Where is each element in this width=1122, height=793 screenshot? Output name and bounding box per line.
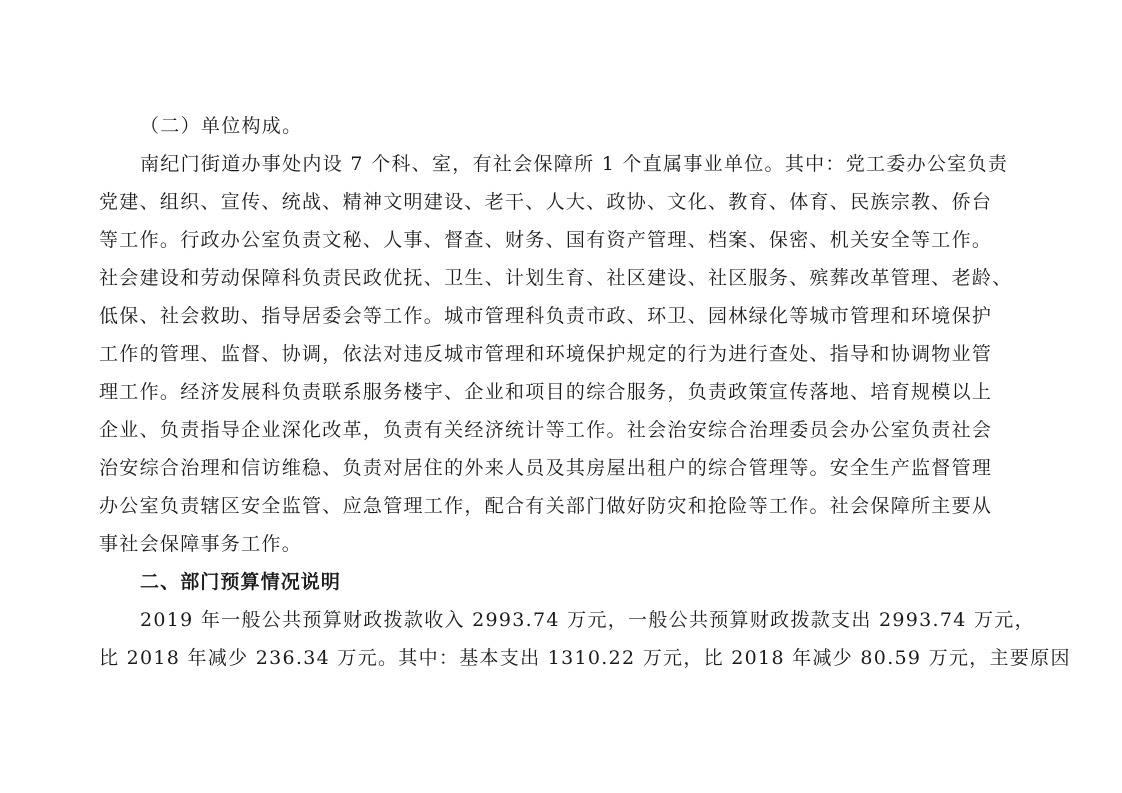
paragraph-line: 理工作。经济发展科负责联系服务楼宇、企业和项目的综合服务，负责政策宣传落地、培育规模以上 bbox=[99, 381, 993, 403]
section-subheading: （二）单位构成。 bbox=[140, 115, 303, 137]
paragraph-line: 党建、组织、宣传、统战、精神文明建设、老干、人大、政协、文化、教育、体育、民族宗教、侨台 bbox=[99, 191, 993, 213]
paragraph-line: 办公室负责辖区安全监管、应急管理工作，配合有关部门做好防灾和抢险等工作。社会保障所主要从 bbox=[99, 495, 993, 517]
paragraph-line: 低保、社会救助、指导居委会等工作。城市管理科负责市政、环卫、园林绿化等城市管理和环境保护 bbox=[99, 305, 993, 327]
paragraph-line: 工作的管理、监督、协调，依法对违反城市管理和环境保护规定的行为进行查处、指导和协调物业管 bbox=[99, 343, 993, 365]
paragraph-line: 2019 年一般公共预算财政拨款收入 2993.74 万元，一般公共预算财政拨款支出 2993.74 万元， bbox=[140, 609, 1035, 631]
section-heading: 二、部门预算情况说明 bbox=[140, 571, 342, 593]
paragraph-line: 比 2018 年减少 236.34 万元。其中：基本支出 1310.22 万元，比 2018 年减少 80.59 万元，主要原因 bbox=[99, 647, 1071, 669]
paragraph-line: 企业、负责指导企业深化改革，负责有关经济统计等工作。社会治安综合治理委员会办公室负责社会 bbox=[99, 419, 993, 441]
paragraph-line: 社会建设和劳动保障科负责民政优抚、卫生、计划生育、社区建设、社区服务、殡葬改革管理、老龄、 bbox=[99, 267, 1013, 289]
paragraph-line: 等工作。行政办公室负责文秘、人事、督查、财务、国有资产管理、档案、保密、机关安全等工作。 bbox=[99, 229, 993, 251]
paragraph-line: 治安综合治理和信访维稳、负责对居住的外来人员及其房屋出租户的综合管理等。安全生产监督管理 bbox=[99, 457, 993, 479]
paragraph-line: 事社会保障事务工作。 bbox=[99, 533, 303, 555]
paragraph-line: 南纪门街道办事处内设 7 个科、室，有社会保障所 1 个直属事业单位。其中：党工委办公室负责 bbox=[140, 153, 1009, 175]
